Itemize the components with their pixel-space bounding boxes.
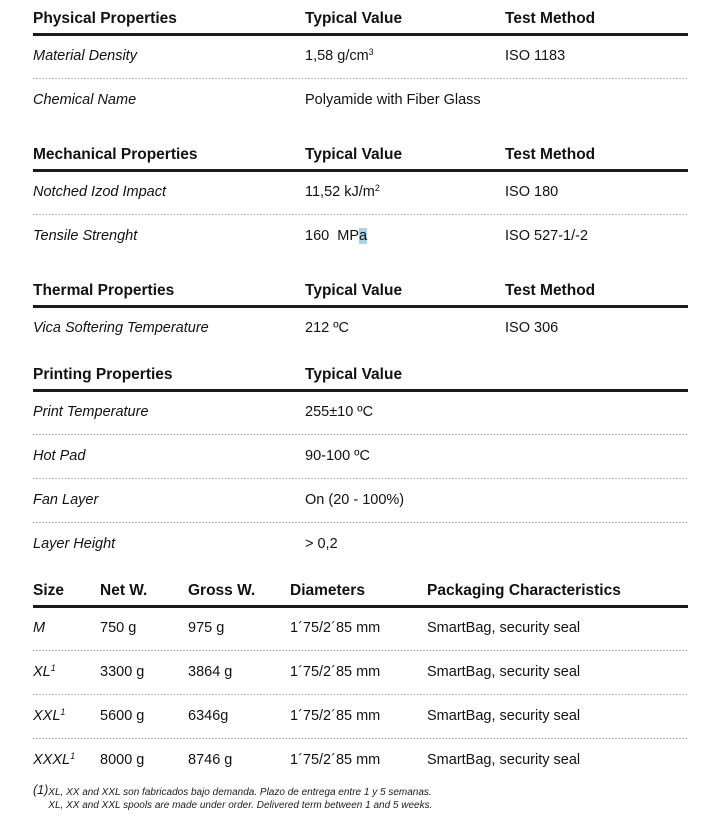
printing-properties-table: [33, 366, 688, 566]
column-title-test-method: Test Method: [505, 282, 596, 299]
column-title-typical-value: Typical Value: [305, 146, 403, 163]
property-name: Notched Izod Impact: [33, 184, 166, 200]
size-text: M: [33, 620, 46, 636]
test-method: ISO 180: [505, 184, 559, 200]
property-row: [33, 308, 688, 350]
column-title-properties: Printing Properties: [33, 366, 173, 383]
value-text: > 0,2: [305, 536, 338, 552]
size-superscript: 1: [60, 707, 66, 717]
column-title-typical-value: Typical Value: [305, 366, 403, 383]
size-superscript: 1: [70, 751, 76, 761]
footnote-line-es: XL, XX and XXL son fabricados bajo demanda. Plazo de entrega entre 1 y 5 semanas.: [48, 787, 432, 798]
table-header-row: [33, 146, 688, 172]
column-title-net-w: Net W.: [100, 582, 148, 599]
property-name: Tensile Strenght: [33, 228, 138, 244]
property-row: [33, 436, 688, 478]
column-title-test-method: Test Method: [505, 146, 596, 163]
column-title-diameters: Diameters: [290, 582, 365, 599]
net-weight: 3300 g: [100, 664, 145, 680]
net-weight: 5600 g: [100, 708, 145, 724]
property-value: [305, 448, 688, 465]
size-label: [33, 752, 100, 769]
value-highlight: a: [359, 228, 368, 244]
property-name: Material Density: [33, 48, 137, 64]
packaging: SmartBag, security seal: [427, 708, 581, 724]
thermal-properties-table: [33, 282, 688, 350]
size-row: [33, 652, 688, 694]
footnote-marker: (1): [33, 783, 49, 797]
size-label: [33, 708, 100, 725]
property-row: [33, 172, 688, 214]
size-row: [33, 608, 688, 650]
column-title-typical-value: Typical Value: [305, 10, 403, 27]
value-text: On (20 - 100%): [305, 492, 405, 508]
size-text: XXL: [33, 708, 61, 724]
property-name: Chemical Name: [33, 92, 137, 108]
value-text: 1,58 g/cm: [305, 48, 369, 64]
column-title-gross-w: Gross W.: [188, 582, 256, 599]
table-header-row: [33, 282, 688, 308]
column-title-properties: Physical Properties: [33, 10, 177, 27]
size-superscript: 1: [50, 663, 56, 673]
gross-weight: 6346g: [188, 708, 229, 724]
size-row: [33, 740, 688, 782]
property-row: [33, 36, 688, 78]
property-value: [305, 320, 505, 337]
property-name: Fan Layer: [33, 492, 99, 508]
column-title-properties: Thermal Properties: [33, 282, 175, 299]
property-value: [305, 184, 505, 201]
size-text: XXXL: [33, 752, 71, 768]
size-row: [33, 696, 688, 738]
column-title-size: Size: [33, 582, 65, 599]
table-header-row: [33, 10, 688, 36]
value-text: 160 MP: [305, 228, 359, 244]
packaging: SmartBag, security seal: [427, 620, 581, 636]
property-name: Layer Height: [33, 536, 116, 552]
value-text: 11,52 kJ/m: [305, 184, 375, 200]
property-value: [305, 404, 688, 421]
value-superscript: 3: [368, 47, 374, 57]
physical-properties-table: [33, 10, 688, 122]
diameters: 1´75/2´85 mm: [290, 752, 381, 768]
column-title-properties: Mechanical Properties: [33, 146, 198, 163]
column-title-typical-value: Typical Value: [305, 282, 403, 299]
property-value: [305, 92, 688, 109]
net-weight: 750 g: [100, 620, 137, 636]
diameters: 1´75/2´85 mm: [290, 664, 381, 680]
diameters: 1´75/2´85 mm: [290, 620, 381, 636]
property-name: Print Temperature: [33, 404, 149, 420]
gross-weight: 8746 g: [188, 752, 233, 768]
table-header-row: [33, 582, 688, 608]
value-text: 255±10 ºC: [305, 404, 374, 420]
property-name: Vica Softering Temperature: [33, 320, 209, 336]
property-value: [305, 228, 505, 245]
diameters: 1´75/2´85 mm: [290, 708, 381, 724]
footnote-line-en: XL, XX and XXL spools are made under order. Delivered term between 1 and 5 weeks.: [48, 800, 433, 811]
packaging: SmartBag, security seal: [427, 752, 581, 768]
test-method: ISO 527-1/-2: [505, 228, 589, 244]
value-text: 212 ºC: [305, 320, 349, 336]
footnote: [33, 784, 688, 812]
gross-weight: 975 g: [188, 620, 225, 636]
property-row: [33, 480, 688, 522]
value-superscript: 2: [374, 183, 380, 193]
test-method: ISO 1183: [505, 48, 566, 64]
value-text: 90-100 ºC: [305, 448, 370, 464]
packaging: SmartBag, security seal: [427, 664, 581, 680]
size-label: [33, 620, 100, 637]
size-text: XL: [33, 664, 51, 680]
column-title-test-method: Test Method: [505, 10, 596, 27]
property-row: [33, 216, 688, 258]
property-value: [305, 492, 688, 509]
property-name: Hot Pad: [33, 448, 86, 464]
size-packaging-table: [33, 582, 688, 782]
property-value: [305, 48, 505, 65]
table-header-row: [33, 366, 688, 392]
property-row: [33, 524, 688, 566]
test-method: ISO 306: [505, 320, 559, 336]
property-value: [305, 536, 688, 553]
mechanical-properties-table: [33, 146, 688, 258]
net-weight: 8000 g: [100, 752, 145, 768]
gross-weight: 3864 g: [188, 664, 233, 680]
property-row: [33, 80, 688, 122]
size-label: [33, 664, 100, 681]
property-row: [33, 392, 688, 434]
column-title-packaging: Packaging Characteristics: [427, 582, 621, 599]
footnote-text: [48, 784, 432, 812]
value-text: Polyamide with Fiber Glass: [305, 92, 481, 108]
